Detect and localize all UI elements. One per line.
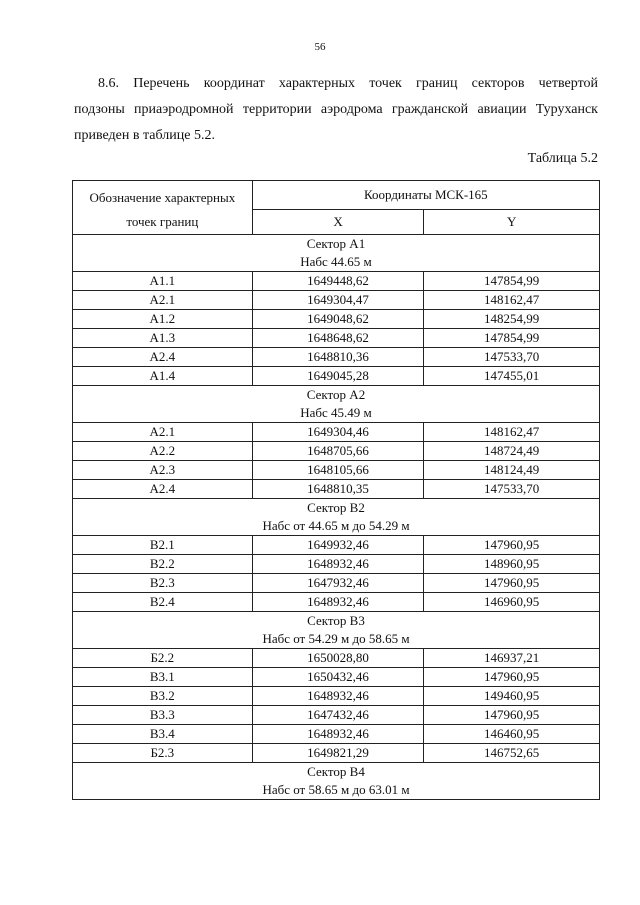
x-coordinate-cell: 1649045,28 (252, 367, 424, 386)
x-coordinate-cell: 1648932,46 (252, 725, 424, 744)
point-id-cell: В2.3 (73, 574, 253, 593)
sector-row (73, 763, 600, 800)
table-row (73, 593, 600, 612)
point-id-cell: Б2.2 (73, 649, 253, 668)
sector-heading (73, 612, 600, 649)
point-id-cell: А1.2 (73, 310, 253, 329)
table-row (73, 461, 600, 480)
sector-heading (73, 386, 600, 423)
intro-paragraph (74, 71, 598, 149)
y-coordinate-cell: 147960,95 (424, 574, 600, 593)
x-coordinate-cell: 1648810,36 (252, 348, 424, 367)
point-id-cell: В3.2 (73, 687, 253, 706)
table-row (73, 329, 600, 348)
table-row (73, 291, 600, 310)
table-row (73, 442, 600, 461)
point-id-cell: Б2.3 (73, 744, 253, 763)
sector-height: Набс от 58.65 м до 63.01 м (262, 782, 410, 797)
x-coordinate-cell: 1649821,29 (252, 744, 424, 763)
page-number: 56 (314, 41, 326, 53)
point-id-cell: А1.3 (73, 329, 253, 348)
table-row (73, 687, 600, 706)
table-row (73, 706, 600, 725)
y-coordinate-cell: 146937,21 (424, 649, 600, 668)
y-coordinate-cell: 146460,95 (424, 725, 600, 744)
point-id-cell: В2.4 (73, 593, 253, 612)
sector-row (73, 499, 600, 536)
point-id-cell: В3.4 (73, 725, 253, 744)
table-row (73, 668, 600, 687)
x-coordinate-cell: 1648932,46 (252, 687, 424, 706)
point-id-cell: А2.1 (73, 291, 253, 310)
x-coordinate-cell: 1649304,47 (252, 291, 424, 310)
table-row (73, 555, 600, 574)
table-header-row (73, 181, 600, 210)
sector-name: Сектор В3 (307, 613, 365, 628)
x-coordinate-cell: 1650432,46 (252, 668, 424, 687)
point-id-cell: А1.1 (73, 272, 253, 291)
x-coordinate-cell: 1648932,46 (252, 555, 424, 574)
sector-height: Набс 45.49 м (300, 405, 372, 420)
margin-mark (18, 700, 19, 712)
point-id-cell: В3.1 (73, 668, 253, 687)
point-id-cell: А2.4 (73, 348, 253, 367)
x-coordinate-cell: 1649932,46 (252, 536, 424, 555)
y-coordinate-cell: 148124,49 (424, 461, 600, 480)
header-x-label: X (252, 210, 424, 235)
point-id-cell: А2.4 (73, 480, 253, 499)
table-caption: Таблица 5.2 (527, 151, 598, 166)
sector-row (73, 386, 600, 423)
y-coordinate-cell: 148960,95 (424, 555, 600, 574)
table-row (73, 310, 600, 329)
x-coordinate-cell: 1648648,62 (252, 329, 424, 348)
sector-name: Сектор В2 (307, 500, 365, 515)
y-coordinate-cell: 146960,95 (424, 593, 600, 612)
header-y-label: Y (424, 210, 600, 235)
y-coordinate-cell: 147960,95 (424, 668, 600, 687)
y-coordinate-cell: 148162,47 (424, 423, 600, 442)
paragraph-line: приведен в таблице 5.2. (74, 128, 215, 143)
sector-row (73, 235, 600, 272)
x-coordinate-cell: 1649048,62 (252, 310, 424, 329)
point-id-cell: А2.3 (73, 461, 253, 480)
table-row (73, 574, 600, 593)
table-row (73, 348, 600, 367)
header-point-label: Обозначение характерных точек границ (73, 181, 253, 235)
point-id-cell: А2.1 (73, 423, 253, 442)
y-coordinate-cell: 147455,01 (424, 367, 600, 386)
sector-row (73, 612, 600, 649)
table-row (73, 536, 600, 555)
table-row (73, 480, 600, 499)
y-coordinate-cell: 148162,47 (424, 291, 600, 310)
table-row (73, 272, 600, 291)
sector-heading (73, 763, 600, 800)
sector-height: Набс 44.65 м (300, 254, 372, 269)
point-id-cell: А2.2 (73, 442, 253, 461)
y-coordinate-cell: 148724,49 (424, 442, 600, 461)
table-row (73, 725, 600, 744)
sector-name: Сектор А2 (306, 387, 366, 402)
sector-heading (73, 499, 600, 536)
point-id-cell: А1.4 (73, 367, 253, 386)
point-id-cell: В2.1 (73, 536, 253, 555)
x-coordinate-cell: 1648705,66 (252, 442, 424, 461)
x-coordinate-cell: 1648810,35 (252, 480, 424, 499)
x-coordinate-cell: 1648932,46 (252, 593, 424, 612)
x-coordinate-cell: 1649304,46 (252, 423, 424, 442)
sector-height: Набс от 54.29 м до 58.65 м (262, 631, 410, 646)
y-coordinate-cell: 147533,70 (424, 480, 600, 499)
y-coordinate-cell: 147960,95 (424, 706, 600, 725)
y-coordinate-cell: 146752,65 (424, 744, 600, 763)
x-coordinate-cell: 1650028,80 (252, 649, 424, 668)
y-coordinate-cell: 147533,70 (424, 348, 600, 367)
sector-height: Набс от 44.65 м до 54.29 м (262, 518, 410, 533)
table-row (73, 367, 600, 386)
sector-heading (73, 235, 600, 272)
x-coordinate-cell: 1647932,46 (252, 574, 424, 593)
x-coordinate-cell: 1649448,62 (252, 272, 424, 291)
coordinates-table (72, 180, 600, 800)
paragraph-line: 8.6. Перечень координат характерных точек границ секторов четвертой (98, 76, 598, 91)
table-row (73, 423, 600, 442)
point-id-cell: В2.2 (73, 555, 253, 574)
y-coordinate-cell: 147960,95 (424, 536, 600, 555)
paragraph-line: подзоны приаэродромной территории аэродрома гражданской авиации Туруханск (74, 102, 598, 117)
table-row (73, 744, 600, 763)
sector-name: Сектор В4 (307, 764, 365, 779)
sector-name: Сектор А1 (306, 236, 366, 251)
point-id-cell: В3.3 (73, 706, 253, 725)
y-coordinate-cell: 149460,95 (424, 687, 600, 706)
header-coords-label: Координаты МСК-165 (252, 181, 599, 210)
y-coordinate-cell: 147854,99 (424, 272, 600, 291)
x-coordinate-cell: 1648105,66 (252, 461, 424, 480)
table-row (73, 649, 600, 668)
y-coordinate-cell: 148254,99 (424, 310, 600, 329)
x-coordinate-cell: 1647432,46 (252, 706, 424, 725)
y-coordinate-cell: 147854,99 (424, 329, 600, 348)
